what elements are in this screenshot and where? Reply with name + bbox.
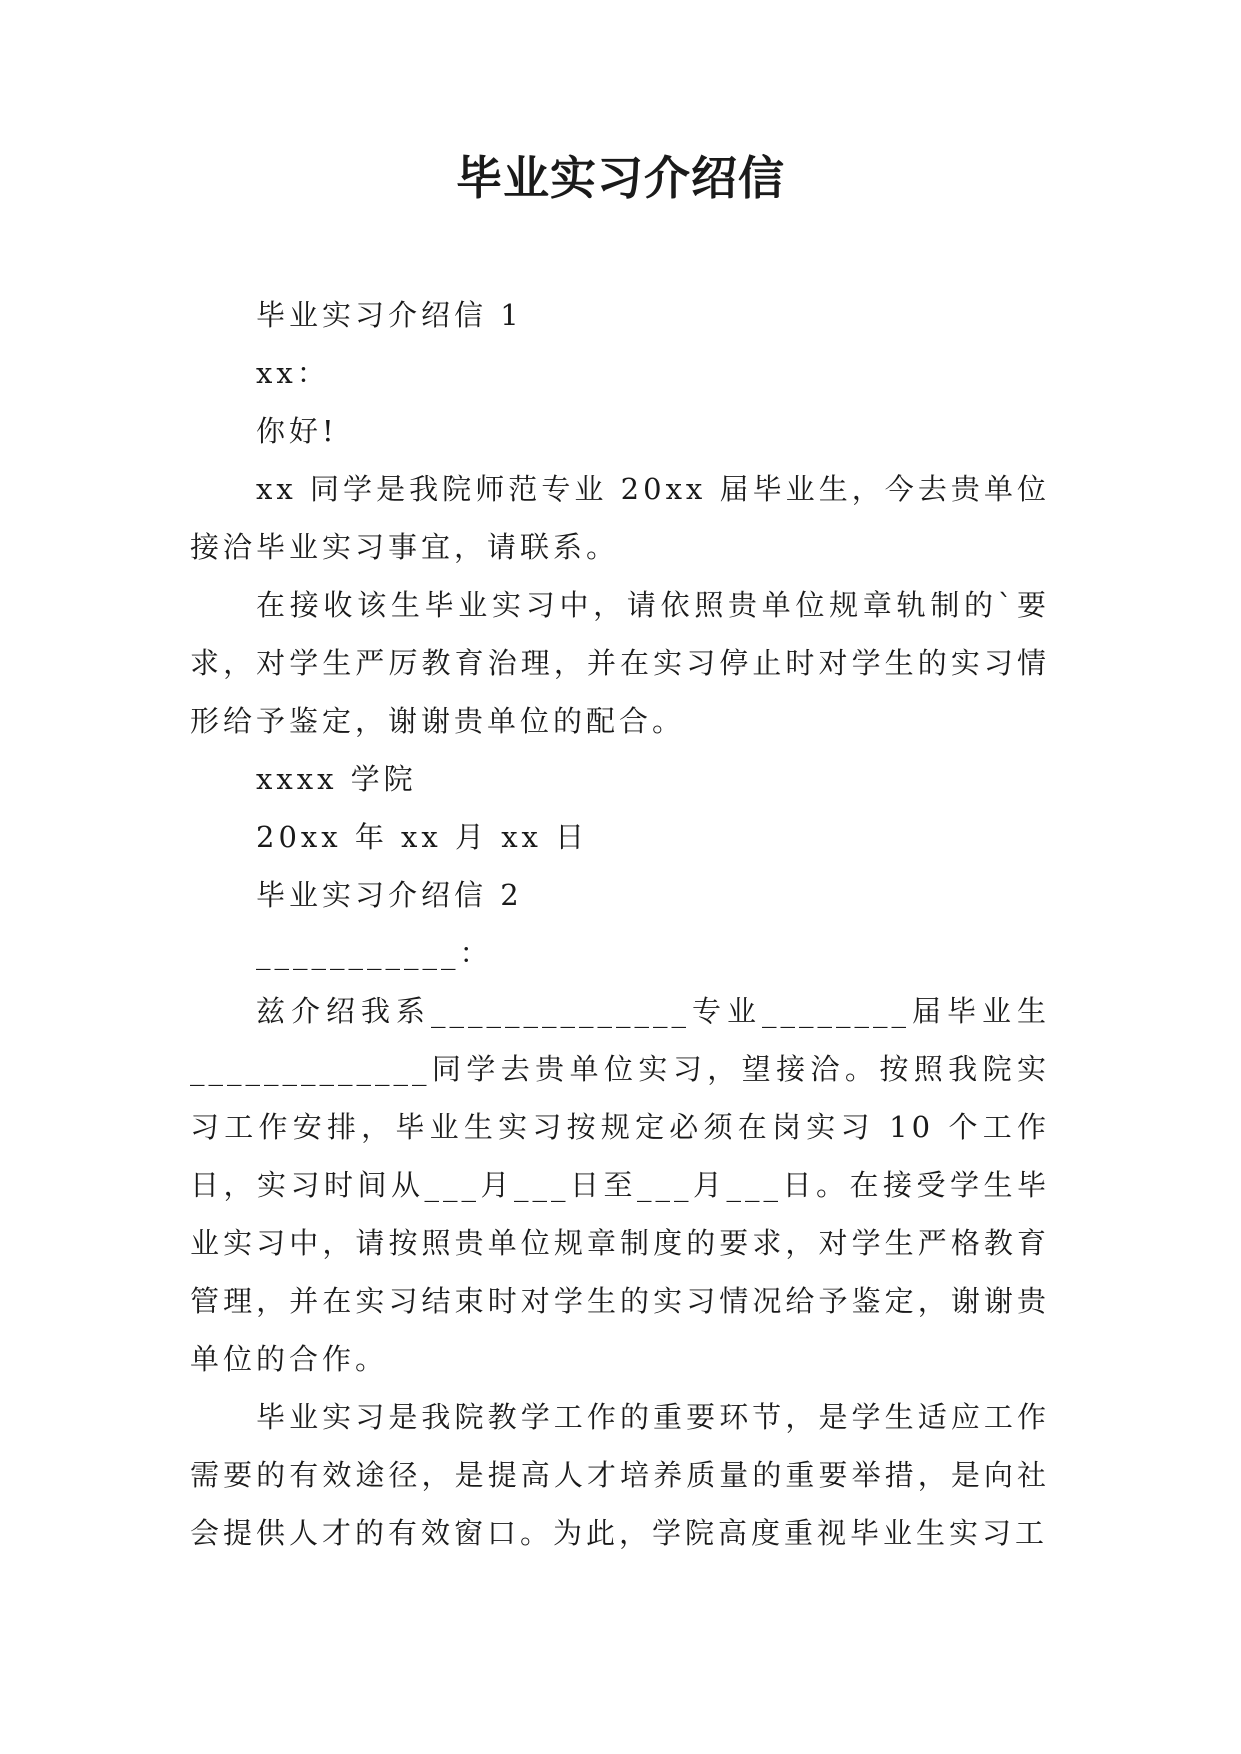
greeting: 你好!: [256, 414, 338, 448]
document-title: 毕业实习介绍信: [456, 151, 785, 205]
salutation-blank: ___________：: [256, 936, 493, 970]
document-body: [190, 286, 1050, 1562]
body-paragraph: xx 同学是我院师范专业 20xx 届毕业生，今去贵单位接洽毕业实习事宜，请联系。: [190, 472, 1050, 564]
section-heading-letter-1: 毕业实习介绍信 1: [256, 298, 523, 332]
signature-institution: xxxx 学院: [256, 762, 417, 796]
section-heading-letter-2: 毕业实习介绍信 2: [256, 878, 523, 912]
body-paragraph: 在接收该生毕业实习中，请依照贵单位规章轨制的`要求，对学生严厉教育治理，并在实习停止时对学生的实习情形给予鉴定，谢谢贵单位的配合。: [190, 588, 1050, 738]
signature-date: 20xx 年 xx 月 xx 日: [256, 820, 589, 854]
body-paragraph: 毕业实习是我院教学工作的重要环节，是学生适应工作需要的有效途径，是提高人才培养质量的重要举措，是向社会提供人才的有效窗口。为此，学院高度重视毕业生实习工: [190, 1400, 1050, 1550]
salutation: xx：: [256, 356, 330, 390]
body-paragraph: 兹介绍我系______________专业________届毕业生_____________同学去贵单位实习，望接洽。按照我院实习工作安排，毕业生实习按规定必须在岗实习 10 个工作日，实习时间从___月___日至___月___日。在接受学生毕业实习中，请按照贵单位规章制度的要求，对学生严格教育管理，并在实习结束时对学生的实习情况给予鉴定，谢谢贵单位的合作。: [190, 994, 1050, 1376]
